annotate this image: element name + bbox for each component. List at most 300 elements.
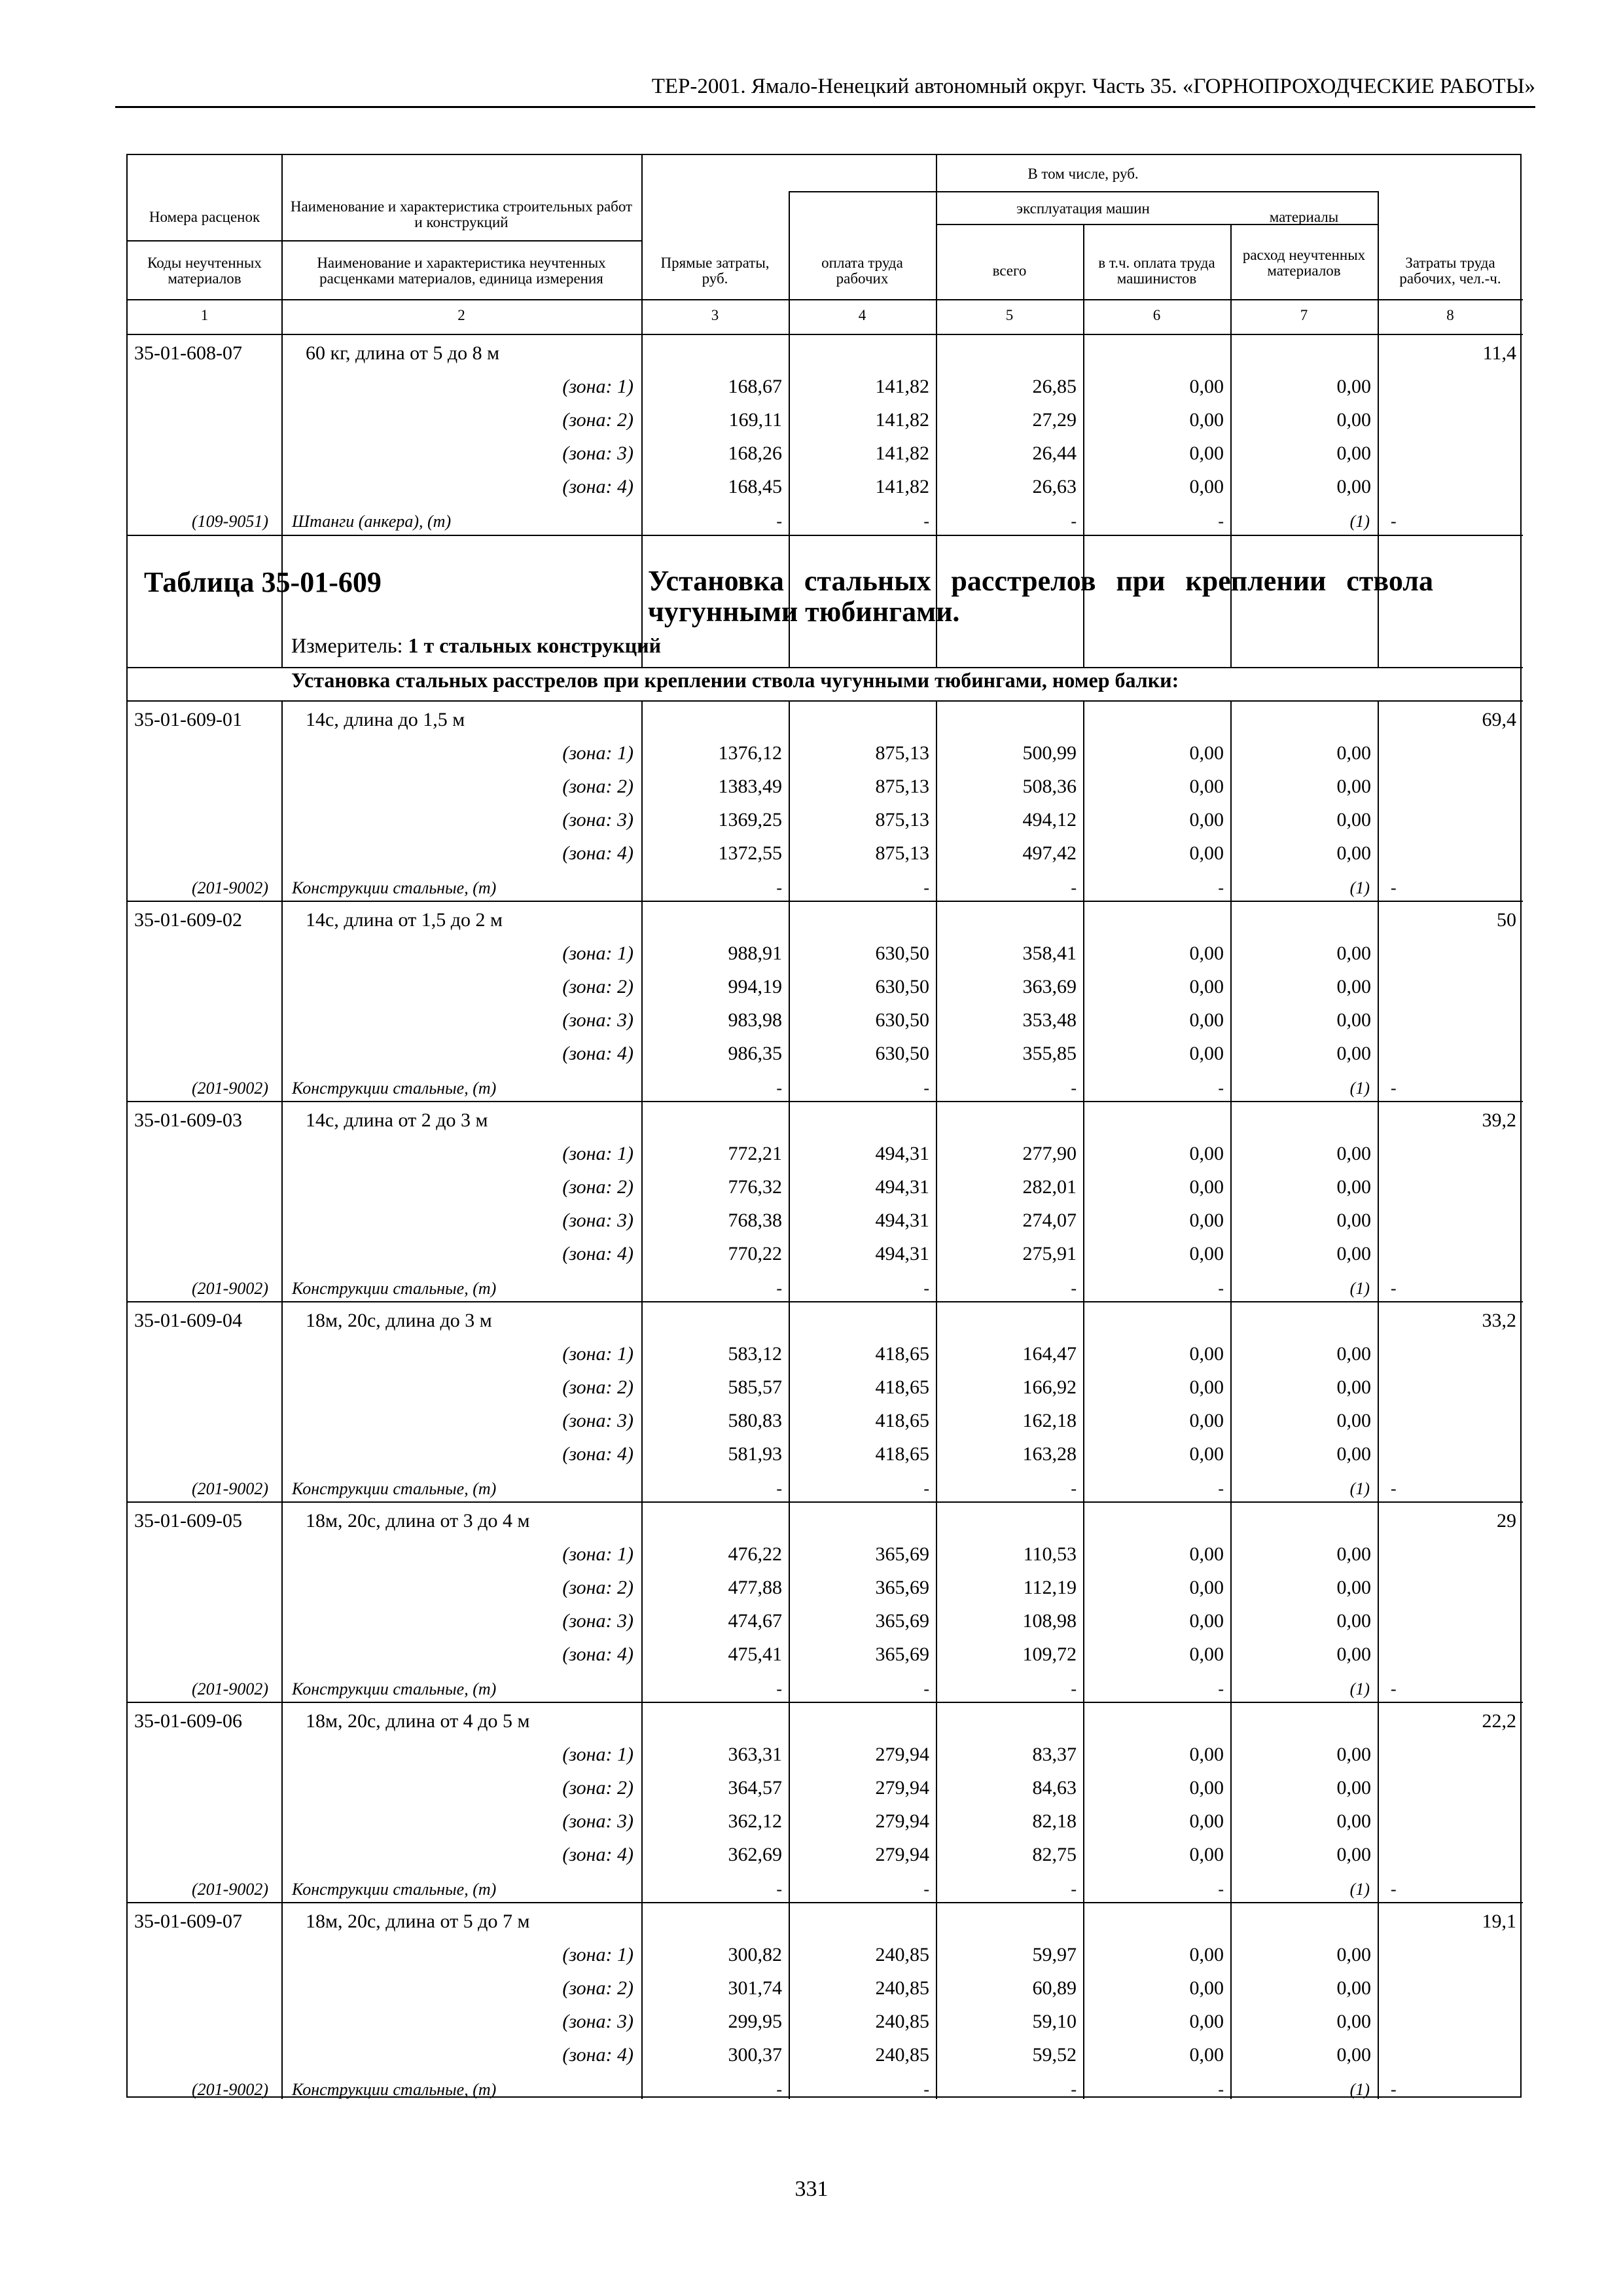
machine-labor-value: 0,00 [1189, 976, 1224, 997]
rate-name: 14с, длина от 2 до 3 м [306, 1109, 488, 1131]
labor-cost: 69,4 [1482, 709, 1516, 730]
table-title: Таблица 35-01-609 [144, 566, 382, 598]
materials-value: 0,00 [1336, 1410, 1371, 1431]
machine-total-value: 163,28 [1022, 1443, 1077, 1465]
materials-value: 0,00 [1336, 476, 1371, 497]
materials-value: 0,00 [1336, 1643, 1371, 1665]
materials-value: 0,00 [1336, 942, 1371, 964]
table-subtitle: Установка стальных расстрелов при креплении ствола чугунными тюбингами, номер балки: [291, 668, 1179, 692]
material-c8: - [1391, 1479, 1397, 1498]
direct-cost-value: 300,82 [728, 1944, 782, 1965]
direct-cost-value: 986,35 [728, 1043, 782, 1064]
direct-cost-value: 363,31 [728, 1744, 782, 1765]
labor-pay-value: 418,65 [875, 1443, 929, 1465]
machine-labor-value: 0,00 [1189, 376, 1224, 397]
labor-pay-value: 494,31 [875, 1243, 929, 1265]
material-c7: (1) [1349, 1479, 1370, 1498]
materials-value: 0,00 [1336, 1577, 1371, 1598]
materials-value: 0,00 [1336, 1176, 1371, 1198]
rate-code: 35-01-609-02 [134, 909, 242, 931]
machine-labor-value: 0,00 [1189, 1376, 1224, 1398]
labor-pay-value: 365,69 [875, 1610, 929, 1632]
labor-pay-value: 630,50 [875, 976, 929, 997]
material-c4: - [923, 512, 929, 531]
material-c8: - [1391, 512, 1397, 531]
zone-label: (зона: 3) [562, 1210, 633, 1231]
machine-total-value: 109,72 [1022, 1643, 1077, 1665]
header-machine-labor: в т.ч. оплата труда машинистов [1098, 255, 1215, 287]
machine-labor-value: 0,00 [1189, 1443, 1224, 1465]
direct-cost-value: 983,98 [728, 1009, 782, 1031]
direct-cost-value: 585,57 [728, 1376, 782, 1398]
direct-cost-value: 364,57 [728, 1777, 782, 1799]
labor-cost: 19,1 [1482, 1910, 1516, 1932]
column-number: 8 [1446, 307, 1454, 323]
zone-label: (зона: 4) [562, 476, 633, 497]
material-c3: - [776, 878, 782, 897]
machine-total-value: 363,69 [1022, 976, 1077, 997]
machine-total-value: 164,47 [1022, 1343, 1077, 1365]
material-name: Конструкции стальные, (т) [292, 1880, 497, 1899]
zone-label: (зона: 1) [562, 742, 633, 764]
direct-cost-value: 994,19 [728, 976, 782, 997]
material-c3: - [776, 512, 782, 531]
material-name: Конструкции стальные, (т) [292, 1479, 497, 1498]
material-c3: - [776, 2080, 782, 2099]
labor-pay-value: 494,31 [875, 1143, 929, 1164]
machine-labor-value: 0,00 [1189, 1977, 1224, 1999]
machine-labor-value: 0,00 [1189, 1944, 1224, 1965]
zone-label: (зона: 3) [562, 1810, 633, 1832]
material-c8: - [1391, 1679, 1397, 1698]
materials-value: 0,00 [1336, 1777, 1371, 1799]
material-code: (201-9002) [192, 878, 268, 897]
materials-value: 0,00 [1336, 1844, 1371, 1865]
zone-label: (зона: 4) [562, 842, 633, 864]
direct-cost-value: 299,95 [728, 2011, 782, 2032]
materials-value: 0,00 [1336, 742, 1371, 764]
zone-label: (зона: 2) [562, 1977, 633, 1999]
machine-labor-value: 0,00 [1189, 1543, 1224, 1565]
materials-value: 0,00 [1336, 1443, 1371, 1465]
rate-name: 14с, длина до 1,5 м [306, 709, 465, 730]
materials-value: 0,00 [1336, 2044, 1371, 2066]
material-c8: - [1391, 878, 1397, 897]
labor-pay-value: 630,50 [875, 1043, 929, 1064]
materials-value: 0,00 [1336, 1243, 1371, 1265]
materials-value: 0,00 [1336, 1143, 1371, 1164]
machine-total-value: 277,90 [1022, 1143, 1077, 1164]
machine-labor-value: 0,00 [1189, 776, 1224, 797]
material-c6: - [1218, 1479, 1224, 1498]
direct-cost-value: 580,83 [728, 1410, 782, 1431]
material-name: Конструкции стальные, (т) [292, 1079, 497, 1098]
zone-label: (зона: 2) [562, 409, 633, 431]
header-material-consumption: расход неучтенных материалов [1242, 247, 1366, 279]
zone-label: (зона: 1) [562, 1143, 633, 1164]
zone-label: (зона: 1) [562, 1343, 633, 1365]
materials-value: 0,00 [1336, 2011, 1371, 2032]
machine-labor-value: 0,00 [1189, 809, 1224, 831]
rate-code: 35-01-609-06 [134, 1710, 242, 1732]
materials-value: 0,00 [1336, 1343, 1371, 1365]
zone-label: (зона: 3) [562, 442, 633, 464]
material-c4: - [923, 878, 929, 897]
direct-cost-value: 475,41 [728, 1643, 782, 1665]
header-work-name: Наименование и характеристика строительных работ и конструкций [290, 198, 633, 231]
material-name: Конструкции стальные, (т) [292, 878, 497, 897]
labor-pay-value: 418,65 [875, 1376, 929, 1398]
header-material-codes: Коды неучтенных материалов [147, 255, 262, 287]
machine-total-value: 59,10 [1032, 2011, 1077, 2032]
row-rule [128, 1902, 1523, 1903]
machine-total-value: 84,63 [1032, 1777, 1077, 1799]
material-code: (201-9002) [192, 2080, 268, 2099]
material-c7: (1) [1349, 2080, 1370, 2099]
material-c7: (1) [1349, 1880, 1370, 1899]
header-rate-numbers: Номера расценок [149, 209, 260, 225]
material-c7: (1) [1349, 878, 1370, 897]
material-c8: - [1391, 2080, 1397, 2099]
zone-label: (зона: 4) [562, 1043, 633, 1064]
zone-label: (зона: 2) [562, 1777, 633, 1799]
machine-labor-value: 0,00 [1189, 1343, 1224, 1365]
machine-total-value: 60,89 [1032, 1977, 1077, 1999]
machine-labor-value: 0,00 [1189, 2011, 1224, 2032]
machine-total-value: 26,63 [1032, 476, 1077, 497]
machine-total-value: 275,91 [1022, 1243, 1077, 1265]
direct-cost-value: 1369,25 [718, 809, 782, 831]
material-c5: - [1071, 878, 1077, 897]
column-number: 2 [457, 307, 465, 323]
material-c7: (1) [1349, 1079, 1370, 1098]
column-number: 7 [1300, 307, 1308, 323]
zone-label: (зона: 3) [562, 1009, 633, 1031]
rates-table [126, 154, 1522, 2098]
machine-total-value: 82,75 [1032, 1844, 1077, 1865]
labor-pay-value: 141,82 [875, 442, 929, 464]
row-rule [128, 240, 641, 242]
machine-total-value: 282,01 [1022, 1176, 1077, 1198]
machine-labor-value: 0,00 [1189, 1744, 1224, 1765]
running-header [115, 72, 1535, 108]
zone-label: (зона: 1) [562, 1744, 633, 1765]
labor-pay-value: 630,50 [875, 942, 929, 964]
machine-labor-value: 0,00 [1189, 1176, 1224, 1198]
column-rule [1230, 700, 1232, 2099]
labor-pay-value: 875,13 [875, 742, 929, 764]
machine-labor-value: 0,00 [1189, 442, 1224, 464]
machine-total-value: 358,41 [1022, 942, 1077, 964]
page-number: 331 [794, 2177, 829, 2201]
material-c3: - [776, 1279, 782, 1298]
material-c3: - [776, 1479, 782, 1498]
material-c5: - [1071, 1880, 1077, 1899]
labor-cost: 22,2 [1482, 1710, 1516, 1732]
materials-value: 0,00 [1336, 776, 1371, 797]
row-rule [128, 535, 1523, 536]
materials-value: 0,00 [1336, 442, 1371, 464]
machine-labor-value: 0,00 [1189, 476, 1224, 497]
materials-value: 0,00 [1336, 376, 1371, 397]
zone-label: (зона: 1) [562, 1543, 633, 1565]
zone-label: (зона: 4) [562, 1443, 633, 1465]
labor-pay-value: 418,65 [875, 1410, 929, 1431]
rate-name: 60 кг, длина от 5 до 8 м [306, 342, 500, 364]
material-name: Конструкции стальные, (т) [292, 1679, 497, 1698]
labor-pay-value: 279,94 [875, 1844, 929, 1865]
labor-pay-value: 365,69 [875, 1643, 929, 1665]
labor-pay-value: 240,85 [875, 1977, 929, 1999]
direct-cost-value: 169,11 [728, 409, 782, 431]
materials-value: 0,00 [1336, 1977, 1371, 1999]
row-rule [128, 299, 1523, 300]
labor-pay-value: 875,13 [875, 842, 929, 864]
header-materials: материалы [1269, 209, 1339, 225]
zone-label: (зона: 3) [562, 809, 633, 831]
machine-labor-value: 0,00 [1189, 1610, 1224, 1632]
zone-label: (зона: 3) [562, 2011, 633, 2032]
labor-pay-value: 494,31 [875, 1176, 929, 1198]
zone-label: (зона: 4) [562, 1643, 633, 1665]
column-rule [936, 700, 937, 2099]
machine-labor-value: 0,00 [1189, 1210, 1224, 1231]
header-machine-total: всего [992, 262, 1027, 279]
material-c8: - [1391, 1880, 1397, 1899]
row-rule [128, 901, 1523, 902]
direct-cost-value: 300,37 [728, 2044, 782, 2066]
machine-total-value: 110,53 [1023, 1543, 1077, 1565]
material-c5: - [1071, 512, 1077, 531]
direct-cost-value: 772,21 [728, 1143, 782, 1164]
zone-label: (зона: 2) [562, 1577, 633, 1598]
material-c5: - [1071, 1479, 1077, 1498]
material-c6: - [1218, 1679, 1224, 1698]
material-c7: (1) [1349, 512, 1370, 531]
machine-labor-value: 0,00 [1189, 842, 1224, 864]
machine-labor-value: 0,00 [1189, 1777, 1224, 1799]
material-name: Конструкции стальные, (т) [292, 2080, 497, 2099]
header-labor-pay: оплата труда рабочих [821, 255, 903, 287]
header-machine-operation: эксплуатация машин [1016, 200, 1150, 217]
machine-total-value: 355,85 [1022, 1043, 1077, 1064]
meter-value: 1 т стальных конструкций [408, 634, 662, 657]
material-c3: - [776, 1679, 782, 1698]
row-rule [128, 1501, 1523, 1503]
row-rule [128, 1301, 1523, 1302]
material-c5: - [1071, 1079, 1077, 1098]
column-number: 4 [858, 307, 866, 323]
zone-label: (зона: 2) [562, 1376, 633, 1398]
table-description: Установка стальных расстрелов при креплении ствола чугунными тюбингами. [648, 565, 1433, 628]
machine-total-value: 59,52 [1032, 2044, 1077, 2066]
material-c6: - [1218, 1279, 1224, 1298]
zone-label: (зона: 2) [562, 976, 633, 997]
materials-value: 0,00 [1336, 1810, 1371, 1832]
machine-labor-value: 0,00 [1189, 1243, 1224, 1265]
material-code: (201-9002) [192, 1479, 268, 1498]
direct-cost-value: 776,32 [728, 1176, 782, 1198]
direct-cost-value: 168,67 [728, 376, 782, 397]
machine-total-value: 83,37 [1032, 1744, 1077, 1765]
material-c3: - [776, 1880, 782, 1899]
labor-pay-value: 279,94 [875, 1777, 929, 1799]
zone-label: (зона: 1) [562, 1944, 633, 1965]
material-name: Конструкции стальные, (т) [292, 1279, 497, 1298]
header-material-name: Наименование и характеристика неучтенных расценками материалов, единица измерения [317, 255, 606, 287]
material-c4: - [923, 2080, 929, 2099]
machine-total-value: 26,85 [1032, 376, 1077, 397]
labor-pay-value: 494,31 [875, 1210, 929, 1231]
column-number: 6 [1152, 307, 1161, 323]
row-rule [128, 1101, 1523, 1102]
machine-labor-value: 0,00 [1189, 1410, 1224, 1431]
labor-cost: 50 [1497, 909, 1516, 931]
machine-total-value: 112,19 [1023, 1577, 1077, 1598]
labor-pay-value: 279,94 [875, 1744, 929, 1765]
header-including: В том числе, руб. [1027, 166, 1139, 182]
direct-cost-value: 770,22 [728, 1243, 782, 1265]
labor-pay-value: 240,85 [875, 2011, 929, 2032]
rate-code: 35-01-608-07 [134, 342, 242, 364]
materials-value: 0,00 [1336, 1610, 1371, 1632]
material-c4: - [923, 1880, 929, 1899]
machine-total-value: 108,98 [1022, 1610, 1077, 1632]
machine-labor-value: 0,00 [1189, 1143, 1224, 1164]
labor-pay-value: 279,94 [875, 1810, 929, 1832]
direct-cost-value: 581,93 [728, 1443, 782, 1465]
labor-cost: 33,2 [1482, 1310, 1516, 1331]
machine-total-value: 353,48 [1022, 1009, 1077, 1031]
material-name: Штанги (анкера), (т) [292, 512, 452, 531]
column-rule [1083, 700, 1084, 2099]
labor-cost: 39,2 [1482, 1109, 1516, 1131]
labor-pay-value: 240,85 [875, 2044, 929, 2066]
labor-pay-value: 365,69 [875, 1577, 929, 1598]
rate-code: 35-01-609-03 [134, 1109, 242, 1131]
machine-total-value: 500,99 [1022, 742, 1077, 764]
row-rule [936, 224, 1230, 225]
material-code: (201-9002) [192, 1079, 268, 1098]
machine-total-value: 166,92 [1022, 1376, 1077, 1398]
zone-label: (зона: 4) [562, 1844, 633, 1865]
labor-pay-value: 141,82 [875, 376, 929, 397]
rate-code: 35-01-609-04 [134, 1310, 242, 1331]
machine-total-value: 27,29 [1032, 409, 1077, 431]
machine-labor-value: 0,00 [1189, 1844, 1224, 1865]
rate-code: 35-01-609-05 [134, 1510, 242, 1532]
materials-value: 0,00 [1336, 1376, 1371, 1398]
running-header-text: ТЕР-2001. Ямало-Ненецкий автономный округ. Часть 35. «ГОРНОПРОХОДЧЕСКИЕ РАБОТЫ» [651, 75, 1535, 98]
direct-cost-value: 583,12 [728, 1343, 782, 1365]
labor-pay-value: 875,13 [875, 809, 929, 831]
material-code: (201-9002) [192, 1279, 268, 1298]
labor-cost: 11,4 [1482, 342, 1516, 364]
column-number: 1 [200, 307, 209, 323]
materials-value: 0,00 [1336, 1543, 1371, 1565]
row-rule [128, 700, 1523, 702]
column-rule [789, 700, 790, 2099]
machine-total-value: 497,42 [1022, 842, 1077, 864]
direct-cost-value: 362,69 [728, 1844, 782, 1865]
materials-value: 0,00 [1336, 1043, 1371, 1064]
direct-cost-value: 168,26 [728, 442, 782, 464]
labor-pay-value: 418,65 [875, 1343, 929, 1365]
material-c5: - [1071, 1279, 1077, 1298]
material-c4: - [923, 1079, 929, 1098]
machine-labor-value: 0,00 [1189, 409, 1224, 431]
labor-cost: 29 [1497, 1510, 1516, 1532]
material-c7: (1) [1349, 1679, 1370, 1698]
header-labor-costs: Затраты труда рабочих, чел.-ч. [1399, 255, 1501, 287]
column-number: 3 [711, 307, 719, 323]
machine-labor-value: 0,00 [1189, 1009, 1224, 1031]
zone-label: (зона: 1) [562, 942, 633, 964]
rate-name: 18м, 20с, длина от 3 до 4 м [306, 1510, 530, 1532]
meter-label: Измеритель: [291, 634, 403, 657]
materials-value: 0,00 [1336, 409, 1371, 431]
machine-total-value: 494,12 [1022, 809, 1077, 831]
material-c6: - [1218, 1079, 1224, 1098]
rate-code: 35-01-609-07 [134, 1910, 242, 1932]
machine-total-value: 274,07 [1022, 1210, 1077, 1231]
direct-cost-value: 474,67 [728, 1610, 782, 1632]
column-rule [641, 700, 643, 2099]
labor-pay-value: 365,69 [875, 1543, 929, 1565]
material-c5: - [1071, 1679, 1077, 1698]
machine-labor-value: 0,00 [1189, 1577, 1224, 1598]
materials-value: 0,00 [1336, 809, 1371, 831]
labor-pay-value: 630,50 [875, 1009, 929, 1031]
labor-pay-value: 875,13 [875, 776, 929, 797]
materials-value: 0,00 [1336, 842, 1371, 864]
machine-labor-value: 0,00 [1189, 942, 1224, 964]
material-c7: (1) [1349, 1279, 1370, 1298]
materials-value: 0,00 [1336, 1210, 1371, 1231]
column-rule [281, 700, 283, 2099]
zone-label: (зона: 4) [562, 2044, 633, 2066]
zone-label: (зона: 3) [562, 1610, 633, 1632]
row-rule [128, 1702, 1523, 1703]
material-c6: - [1218, 1880, 1224, 1899]
material-code: (201-9002) [192, 1880, 268, 1899]
direct-cost-value: 1383,49 [718, 776, 782, 797]
zone-label: (зона: 2) [562, 1176, 633, 1198]
material-c6: - [1218, 2080, 1224, 2099]
labor-pay-value: 240,85 [875, 1944, 929, 1965]
zone-label: (зона: 3) [562, 1410, 633, 1431]
machine-labor-value: 0,00 [1189, 1043, 1224, 1064]
machine-total-value: 82,18 [1032, 1810, 1077, 1832]
direct-cost-value: 768,38 [728, 1210, 782, 1231]
machine-labor-value: 0,00 [1189, 2044, 1224, 2066]
direct-cost-value: 988,91 [728, 942, 782, 964]
rate-name: 18м, 20с, длина от 5 до 7 м [306, 1910, 530, 1932]
materials-value: 0,00 [1336, 976, 1371, 997]
labor-pay-value: 141,82 [875, 476, 929, 497]
rate-name: 18м, 20с, длина до 3 м [306, 1310, 492, 1331]
row-rule [128, 334, 1523, 335]
column-number: 5 [1005, 307, 1014, 323]
material-c6: - [1218, 512, 1224, 531]
materials-value: 0,00 [1336, 1744, 1371, 1765]
zone-label: (зона: 4) [562, 1243, 633, 1265]
direct-cost-value: 301,74 [728, 1977, 782, 1999]
rate-name: 14с, длина от 1,5 до 2 м [306, 909, 503, 931]
material-c5: - [1071, 2080, 1077, 2099]
meter-line [291, 634, 661, 658]
rate-name: 18м, 20с, длина от 4 до 5 м [306, 1710, 530, 1732]
